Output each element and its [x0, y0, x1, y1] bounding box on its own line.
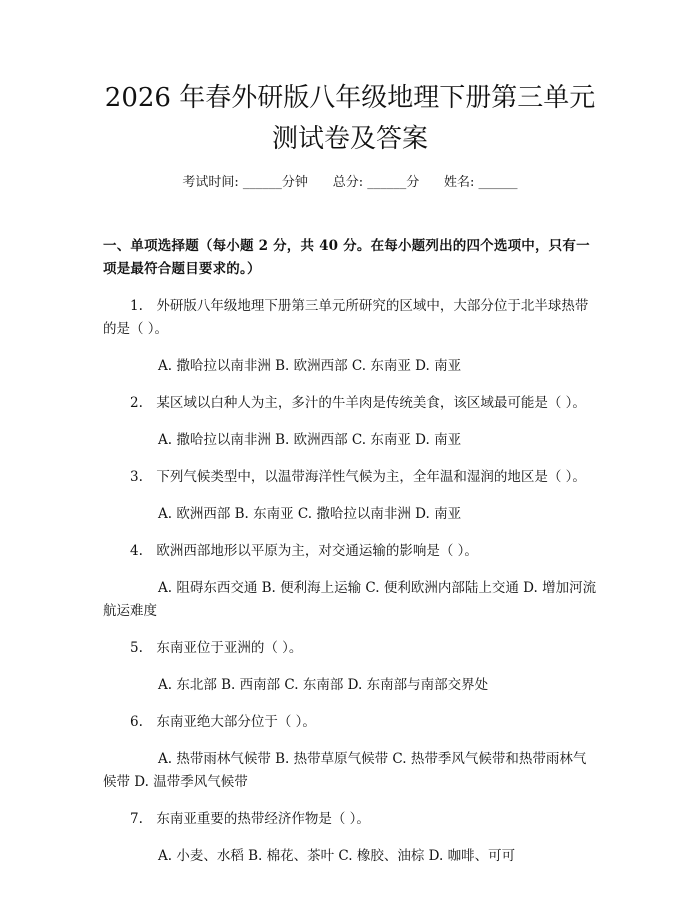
- exam-info: [103, 173, 597, 193]
- question-stem: 1. 外研版八年级地理下册第三单元所研究的区域中，大部分位于北半球热带的是（ ）。: [103, 298, 589, 337]
- question-4: [103, 540, 597, 623]
- question-options: A. 欧洲西部 B. 东南亚 C. 撒哈拉以南非洲 D. 南亚: [158, 506, 462, 522]
- exam-page: [103, 78, 597, 868]
- question-options: A. 热带雨林气候带 B. 热带草原气候带 C. 热带季风气候带和热带雨林气候带 D. 温带季风气候带: [103, 751, 587, 790]
- question-stem: 3. 下列气候类型中，以温带海洋性气候为主，全年温和湿润的地区是（ ）。: [130, 469, 586, 485]
- exam-time: 考试时间: ______分钟: [182, 175, 308, 190]
- question-stem: 2. 某区域以白种人为主，多汁的牛羊肉是传统美食，该区域最可能是（ ）。: [130, 395, 586, 411]
- question-5: [103, 637, 597, 697]
- question-options: A. 阻碍东西交通 B. 便利海上运输 C. 便利欧洲内部陆上交通 D. 增加河流航运难度: [103, 580, 597, 619]
- total-score: 总分: ______分: [332, 175, 420, 190]
- question-stem: 7. 东南亚重要的热带经济作物是（ ）。: [130, 811, 370, 827]
- question-1: [103, 295, 597, 378]
- question-3: [103, 466, 597, 526]
- section-heading: 一、单项选择题（每小题 2 分，共 40 分。在每小题列出的四个选项中，只有一项是最符合题目要求的。）: [103, 238, 590, 277]
- question-options: A. 小麦、水稻 B. 棉花、茶叶 C. 橡胶、油棕 D. 咖啡、可可: [158, 848, 516, 864]
- question-options: A. 撒哈拉以南非洲 B. 欧洲西部 C. 东南亚 D. 南亚: [158, 358, 462, 374]
- question-6: [103, 711, 597, 794]
- question-2: [103, 392, 597, 452]
- page-title: 2026 年春外研版八年级地理下册第三单元测试卷及答案: [104, 83, 596, 154]
- question-options: A. 东北部 B. 西南部 C. 东南部 D. 东南部与南部交界处: [158, 677, 489, 693]
- student-name: 姓名: ______: [444, 175, 518, 190]
- question-stem: 4. 欧洲西部地形以平原为主，对交通运输的影响是（ ）。: [130, 543, 478, 559]
- question-stem: 5. 东南亚位于亚洲的（ ）。: [130, 640, 303, 656]
- question-options: A. 撒哈拉以南非洲 B. 欧洲西部 C. 东南亚 D. 南亚: [158, 432, 462, 448]
- question-stem: 6. 东南亚绝大部分位于（ ）。: [130, 714, 316, 730]
- question-7: [103, 808, 597, 868]
